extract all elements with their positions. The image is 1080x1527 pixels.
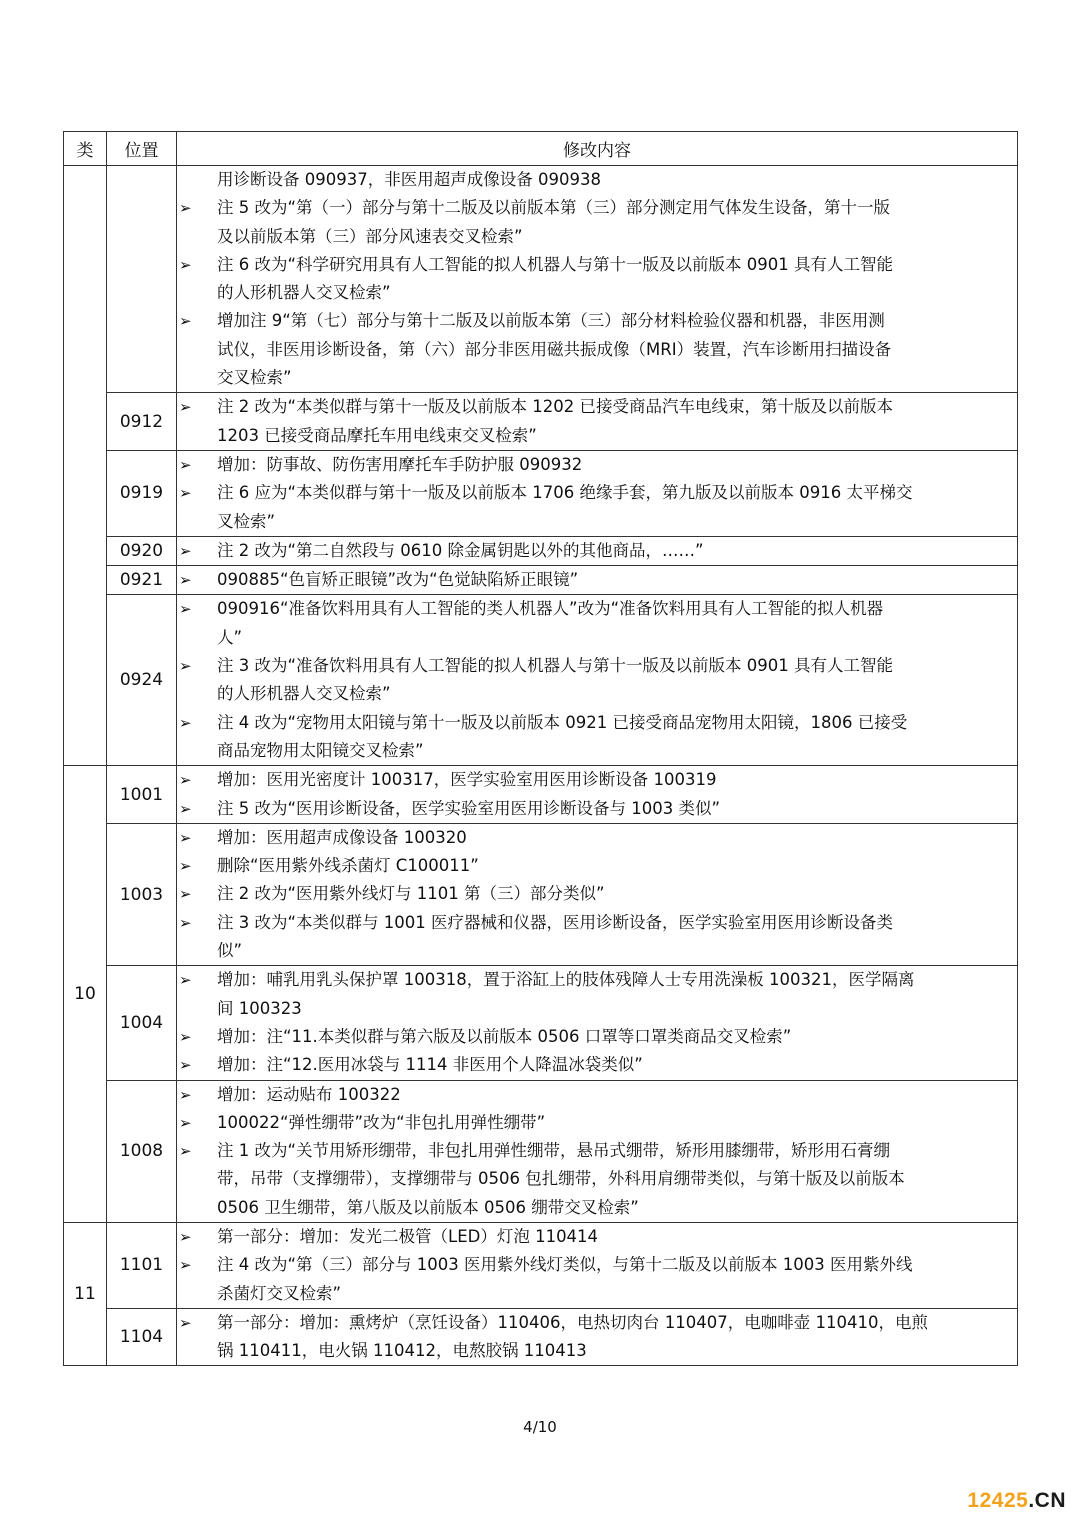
table-row <box>64 536 1018 565</box>
position-cell <box>107 166 177 393</box>
bullet-item: ➢ 注 6 改为“科学研究用具有人工智能的拟人机器人与第十一版及以前版本 0901 具有人工智能 <box>177 251 1017 279</box>
bullet-item: ➢ 第一部分：增加：发光二极管（LED）灯泡 110414 <box>177 1223 1017 1251</box>
bullet-continuation: 的人形机器人交叉检索” <box>217 283 391 303</box>
bullet-item: ➢ 增加注 9“第（七）部分与第十二版及以前版本第（三）部分材料检验仪器和机器，非医用测 <box>177 307 1017 335</box>
bullet-item: ➢ 090916“准备饮料用具有人工智能的类人机器人”改为“准备饮料用具有人工智能的拟人机器 <box>177 595 1017 623</box>
table-header-row <box>64 132 1018 166</box>
table-row <box>64 566 1018 595</box>
bullet-continuation: 间 100323 <box>217 998 302 1018</box>
class-cell <box>64 166 107 766</box>
bullet-continuation: 交叉检索” <box>217 368 292 388</box>
table-body <box>64 166 1018 1366</box>
page-number: 4/10 <box>523 1418 557 1436</box>
bullet-continuation: 锅 110411，电火锅 110412，电熬胶锅 110413 <box>217 1341 587 1361</box>
position-cell: 1001 <box>107 766 177 824</box>
bullet-continuation: 0506 卫生绷带，第八版及以前版本 0506 绷带交叉检索” <box>217 1197 639 1217</box>
content-cell <box>177 450 1018 536</box>
table-row <box>64 966 1018 1080</box>
content-cell <box>177 166 1018 393</box>
bullet-continuation: 人” <box>217 627 243 647</box>
position-cell: 0919 <box>107 450 177 536</box>
content-cell <box>177 1222 1018 1308</box>
bullet-item: ➢ 增加：运动贴布 100322 <box>177 1081 1017 1109</box>
bullet-item: ➢ 注 4 改为“宠物用太阳镜与第十一版及以前版本 0921 已接受商品宠物用太阳镜，1806 已接受 <box>177 709 1017 737</box>
bullet-item: ➢ 注 4 改为“第（三）部分与 1003 医用紫外线灯类似，与第十二版及以前版本 1003 医用紫外线 <box>177 1251 1017 1279</box>
table-row <box>64 1222 1018 1308</box>
bullet-continuation: 带，吊带（支撑绷带），支撑绷带与 0506 包扎绷带，外科用肩绷带类似，与第十版及以前版本 <box>217 1169 905 1189</box>
class-cell: 10 <box>64 766 107 1223</box>
table-row <box>64 766 1018 824</box>
bullet-continuation: 及以前版本第（三）部分风速表交叉检索” <box>217 226 523 246</box>
bullet-item: ➢ 增加：防事故、防伤害用摩托车手防护服 090932 <box>177 451 1017 479</box>
site-watermark <box>967 1489 1066 1513</box>
bullet-continuation: 似” <box>217 941 243 961</box>
bullet-item: ➢ 增加：哺乳用乳头保护罩 100318，置于浴缸上的肢体残障人士专用洗澡板 100321，医学隔离 <box>177 966 1017 994</box>
table-row <box>64 1080 1018 1222</box>
bullet-item: ➢ 第一部分：增加：熏烤炉（烹饪设备）110406，电热切肉台 110407，电咖啡壶 110410，电煎 <box>177 1309 1017 1337</box>
bullet-item: ➢ 注 3 改为“本类似群与 1001 医疗器械和仪器，医用诊断设备，医学实验室用医用诊断设备类 <box>177 909 1017 937</box>
bullet-item: ➢ 删除“医用紫外线杀菌灯 C100011” <box>177 852 1017 880</box>
table-row <box>64 393 1018 451</box>
bullet-item: ➢ 100022“弹性绷带”改为“非包扎用弹性绷带” <box>177 1109 1017 1137</box>
content-cell <box>177 1080 1018 1222</box>
table-row <box>64 166 1018 393</box>
bullet-item: ➢ 注 2 改为“医用紫外线灯与 1101 第（三）部分类似” <box>177 880 1017 908</box>
bullet-item: ➢ 注 3 改为“准备饮料用具有人工智能的拟人机器人与第十一版及以前版本 0901 具有人工智能 <box>177 652 1017 680</box>
bullet-item: ➢ 注 6 应为“本类似群与第十一版及以前版本 1706 绝缘手套，第九版及以前版本 0916 太平梯交 <box>177 479 1017 507</box>
table-row <box>64 823 1018 965</box>
content-cell <box>177 1308 1018 1366</box>
header-content: 修改内容 <box>177 132 1018 166</box>
bullet-item: ➢ 增加：医用超声成像设备 100320 <box>177 824 1017 852</box>
bullet-continuation: 1203 已接受商品摩托车用电线束交叉检索” <box>217 425 537 445</box>
content-cell <box>177 823 1018 965</box>
content-cell <box>177 595 1018 766</box>
bullet-item: ➢ 注 5 改为“医用诊断设备，医学实验室用医用诊断设备与 1003 类似” <box>177 795 1017 823</box>
position-cell: 0920 <box>107 536 177 565</box>
bullet-continuation: 叉检索” <box>217 511 276 531</box>
bullet-item: ➢ 注 1 改为“关节用矫形绷带，非包扎用弹性绷带，悬吊式绷带，矫形用膝绷带，矫形用石膏绷 <box>177 1137 1017 1165</box>
bullet-item: ➢ 增加：注“11.本类似群与第六版及以前版本 0506 口罩等口罩类商品交叉检索” <box>177 1023 1017 1051</box>
content-cell <box>177 536 1018 565</box>
table-row <box>64 450 1018 536</box>
class-cell: 11 <box>64 1222 107 1365</box>
bullet-continuation: 用诊断设备 090937，非医用超声成像设备 090938 <box>217 170 601 189</box>
content-cell <box>177 566 1018 595</box>
header-position: 位置 <box>107 132 177 166</box>
bullet-item: ➢ 增加：注“12.医用冰袋与 1114 非医用个人降温冰袋类似” <box>177 1051 1017 1079</box>
header-class: 类 <box>64 132 107 166</box>
position-cell: 0921 <box>107 566 177 595</box>
bullet-item: ➢ 注 5 改为“第（一）部分与第十二版及以前版本第（三）部分测定用气体发生设备，第十一版 <box>177 194 1017 222</box>
bullet-item: ➢ 090885“色盲矫正眼镜”改为“色觉缺陷矫正眼镜” <box>177 566 1017 594</box>
bullet-continuation: 的人形机器人交叉检索” <box>217 684 391 704</box>
position-cell: 1004 <box>107 966 177 1080</box>
watermark-domain: .CN <box>1028 1489 1066 1512</box>
bullet-item: ➢ 增加：医用光密度计 100317，医学实验室用医用诊断设备 100319 <box>177 766 1017 794</box>
position-cell: 1101 <box>107 1222 177 1308</box>
amendment-table <box>63 131 1018 1366</box>
bullet-continuation: 商品宠物用太阳镜交叉检索” <box>217 740 424 760</box>
watermark-number: 12425 <box>967 1489 1029 1512</box>
bullet-continuation: 杀菌灯交叉检索” <box>217 1283 342 1303</box>
content-cell <box>177 393 1018 451</box>
bullet-item: ➢ 注 2 改为“第二自然段与 0610 除金属钥匙以外的其他商品，……” <box>177 537 1017 565</box>
position-cell: 1008 <box>107 1080 177 1222</box>
position-cell: 0912 <box>107 393 177 451</box>
bullet-item: ➢ 注 2 改为“本类似群与第十一版及以前版本 1202 已接受商品汽车电线束，第十版及以前版本 <box>177 393 1017 421</box>
bullet-continuation: 试仪，非医用诊断设备，第（六）部分非医用磁共振成像（MRI）装置，汽车诊断用扫描设备 <box>217 339 892 359</box>
table-row <box>64 1308 1018 1366</box>
position-cell: 0924 <box>107 595 177 766</box>
position-cell: 1003 <box>107 823 177 965</box>
table-row <box>64 595 1018 766</box>
position-cell: 1104 <box>107 1308 177 1366</box>
content-cell <box>177 766 1018 824</box>
content-cell <box>177 966 1018 1080</box>
